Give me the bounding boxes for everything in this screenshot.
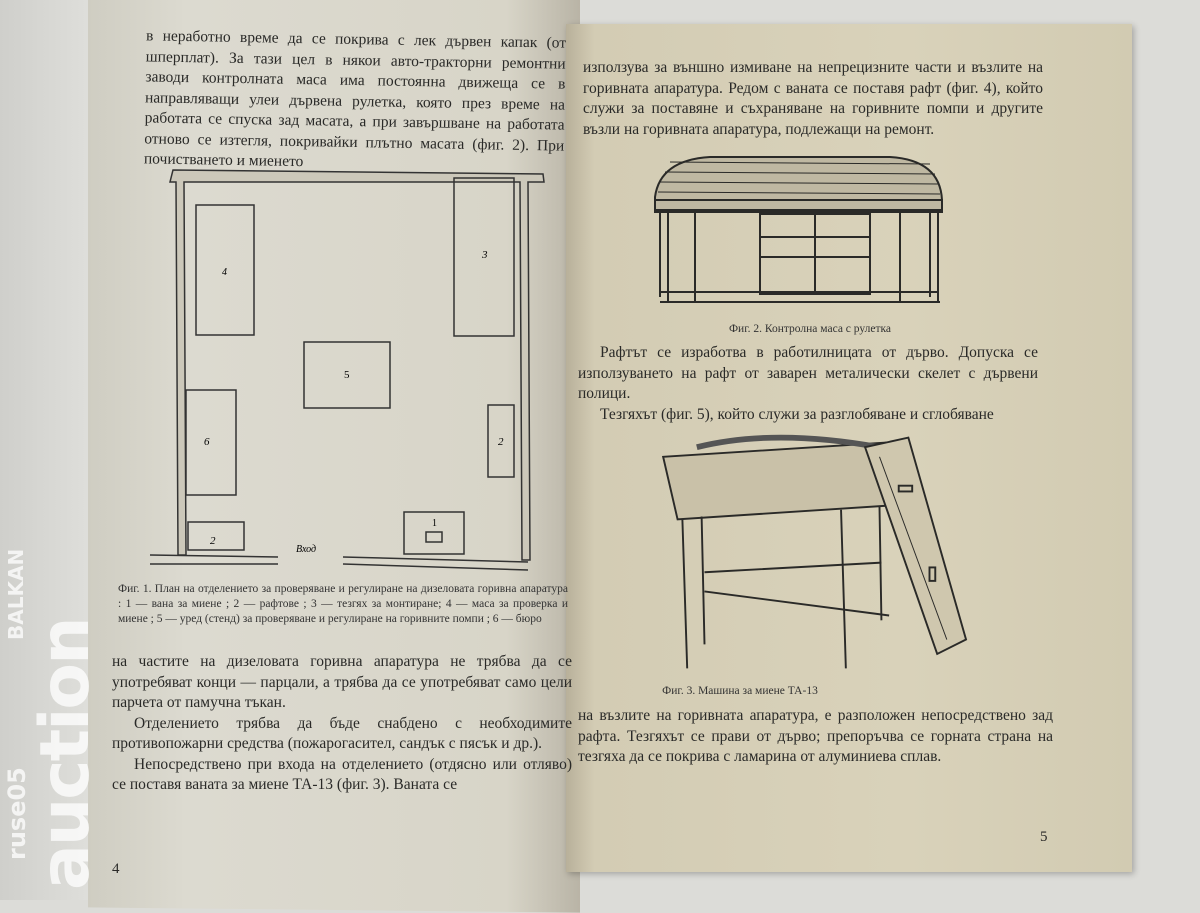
plan-label-entrance: Вход [296, 544, 317, 555]
plan-label-4: 4 [222, 267, 227, 278]
plan-label-1: 1 [432, 518, 437, 529]
plan-label-6: 6 [204, 436, 210, 448]
plan-label-2b: 2 [498, 436, 504, 448]
right-body-1 [578, 343, 1038, 425]
left-paragraph-3: Непосредствено при входа на отделението (отдясно или отляво) се поставя ваната за миене ТА-13 (фиг. 3). Ваната се [112, 755, 572, 793]
left-page-number: 4 [112, 861, 120, 877]
left-top-paragraph: в неработно време да се покрива с лек дървен капак (от шперплат). За тази цел в някои авто-тракторни ремонтни заводи контролната маса има постоянна движеща се в направляващи улеи дървена рулетка, която през време на работата се спуска зад масата, а при завършване на работата отново се изтегля, покривайки плътно масата (фиг. 2). При почистването и миенето [143, 27, 567, 171]
right-paragraph-4: на възлите на горивната апаратура, е разположен непосредствено зад рафта. Тезгяхът се прави от дърво; препоръчва се горната страна на тезгяха да се покрива с ламарина от алуминиева сплав. [578, 707, 1053, 765]
watermark-brand-top: BALKAN [4, 548, 28, 640]
right-page-number: 5 [1040, 829, 1048, 845]
washing-machine-figure [652, 428, 982, 678]
figure1-caption: Фиг. 1. План на отделението за проверяване и регулиране на дизеловата горивна апаратура : 1 — вана за миене ; 2 — рафтове ; 3 — тезгях за монтиране; 4 — маса за проверка и миене ; 5 — уред (стенд) за проверяване и регулиране на горивните помпи ; 6 — бюро [118, 583, 568, 625]
right-paragraph-3: Тезгяхът (фиг. 5), който служи за разглобяване и сглобяване [600, 405, 994, 423]
control-table-figure [650, 152, 950, 312]
plan-label-3: 3 [482, 249, 488, 261]
left-paragraph-2: Отделението трябва да бъде снабдено с необходимите противопожарни средства (пожарогасител, сандък с пясък и др.). [112, 714, 572, 752]
figure3-caption: Фиг. 3. Машина за миене ТА-13 [662, 685, 818, 697]
left-paragraph-1: на частите на дизеловата горивна апаратура не трябва да се употребяват конци — парцали, а трябва да се употребяват само цели парчета от памучна тъкан. [112, 653, 572, 711]
watermark-brand-main: auction [26, 618, 105, 890]
right-paragraph-2: Рафтът се изработва в работилницата от дърво. Допуска се използуването на рафт от заварен металически скелет с дървени полици. [578, 344, 1038, 402]
plan-label-2: 2 [210, 535, 216, 547]
watermark-user: ruse05 [3, 767, 31, 860]
floor-plan-figure [148, 160, 548, 580]
figure2-caption: Фиг. 2. Контролна маса с рулетка [728, 323, 892, 335]
plan-label-5: 5 [344, 369, 350, 381]
right-top-paragraph: използува за външно измиване на непрецизните части и възлите на горивната апаратура. Редом с ваната се поставя рафт (фиг. 4), който служи за поставяне и съхраняване на горивните помпи и другите възли на горивната апаратура, подлежащи на ремонт. [583, 59, 1043, 138]
left-body [112, 652, 572, 796]
